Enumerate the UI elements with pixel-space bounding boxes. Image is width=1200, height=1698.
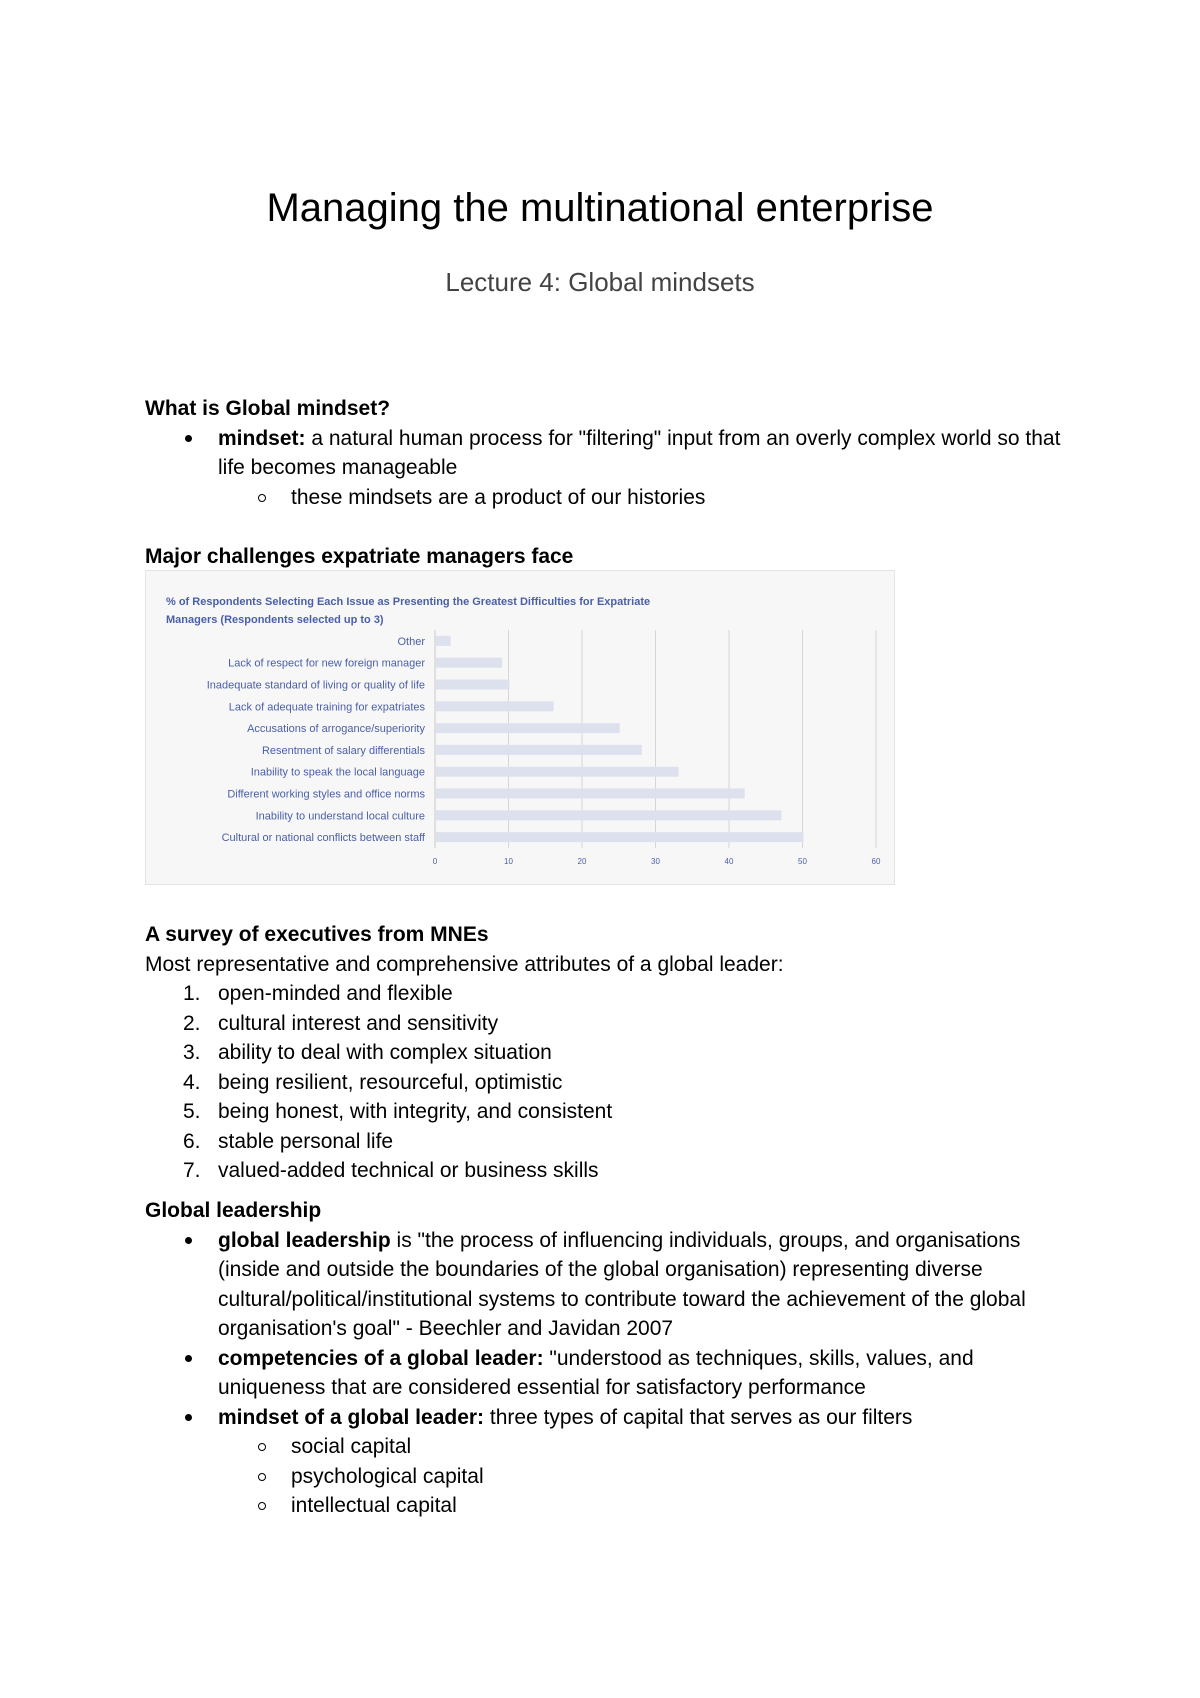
category-label: Lack of respect for new foreign manager — [228, 657, 425, 670]
x-tick-label: 60 — [871, 857, 881, 866]
sub-list-item: intellectual capital — [145, 1491, 1065, 1521]
chart-title-line-2: Managers (Respondents selected up to 3) — [166, 614, 384, 626]
bar — [436, 680, 510, 690]
bar — [436, 636, 451, 646]
list-item — [145, 1068, 1065, 1098]
item-number: 3. — [183, 1041, 201, 1064]
bullet-list — [145, 1226, 1065, 1521]
list-item — [145, 1038, 1065, 1068]
item-text: stable personal life — [218, 1129, 394, 1153]
item-number: 2. — [183, 1011, 201, 1035]
x-tick-label: 30 — [651, 857, 660, 866]
item-text: cultural interest and sensitivity — [218, 1011, 499, 1035]
item-number: 1. — [183, 982, 201, 1005]
document-subtitle: Lecture 4: Global mindsets — [445, 267, 755, 297]
category-label: Accusations of arrogance/superiority — [247, 723, 425, 736]
category-label: Lack of adequate training for expatriates — [228, 701, 425, 714]
list-item — [145, 1226, 1065, 1344]
bar — [436, 767, 679, 777]
category-label: Different working styles and office norms — [227, 788, 425, 801]
item-text: open-minded and flexible — [218, 982, 453, 1005]
list-item — [145, 424, 1065, 483]
definition: is "the process of influencing individuals, groups, and organisations (inside and outside the boundaries of the global organisation) representing diverse cultural/political/institutional systems to contribute toward the achievement of the global organisation's goal" - Beechler and Javidan 2007 — [218, 1228, 1026, 1340]
category-label: Inadequate standard of living or quality of life — [206, 679, 425, 692]
section-heading: Global leadership — [145, 1199, 322, 1222]
term: mindset: — [218, 426, 306, 450]
item-number: 7. — [183, 1159, 201, 1182]
bar — [436, 745, 642, 755]
term: mindset of a global leader: — [218, 1405, 485, 1429]
x-tick-label: 40 — [724, 857, 734, 866]
item-number: 5. — [183, 1100, 201, 1123]
category-label: Inability to understand local culture — [255, 810, 425, 823]
bullet-list — [145, 424, 1065, 513]
document-title: Managing the multinational enterprise — [266, 186, 934, 230]
section-heading: Major challenges expatriate managers face — [145, 545, 574, 568]
list-item — [145, 1009, 1065, 1039]
x-tick-label: 50 — [798, 857, 807, 866]
section-global-leadership — [145, 1196, 1065, 1521]
term: global leadership — [218, 1228, 391, 1252]
category-label: Other — [397, 635, 425, 648]
list-item — [145, 1344, 1065, 1403]
list-item — [145, 1403, 1065, 1433]
bar — [436, 658, 502, 668]
x-tick-label: 0 — [432, 857, 438, 866]
item-text: ability to deal with complex situation — [218, 1041, 552, 1064]
challenges-chart — [145, 570, 895, 885]
category-label: Inability to speak the local language — [250, 766, 425, 779]
definition: three types of capital that serves as our filters — [484, 1405, 913, 1429]
category-label: Cultural or national conflicts between staff — [221, 832, 425, 845]
x-tick-label: 20 — [577, 857, 587, 866]
category-label: Resentment of salary differentials — [261, 744, 425, 757]
bar — [436, 701, 554, 711]
numbered-list — [145, 979, 1065, 1186]
list-item — [145, 1127, 1065, 1157]
item-text: valued-added technical or business skills — [218, 1159, 599, 1182]
section-challenges — [145, 542, 1065, 572]
chart-title-line-1: % of Respondents Selecting Each Issue as Presenting the Greatest Difficulties for Expatriate — [166, 596, 651, 608]
bar — [436, 832, 804, 842]
intro-text: Most representative and comprehensive attributes of a global leader: — [145, 952, 784, 976]
x-tick-label: 10 — [504, 857, 513, 866]
term: competencies of a global leader: — [218, 1346, 544, 1370]
list-item — [145, 1097, 1065, 1127]
sub-list-item: these mindsets are a product of our histories — [145, 483, 1065, 513]
section-survey — [145, 920, 1065, 1186]
bar — [436, 723, 620, 733]
section-heading: What is Global mindset? — [145, 397, 391, 420]
bar — [436, 810, 781, 820]
definition: a natural human process for "filtering" input from an overly complex world so that life becomes manageable — [218, 426, 1061, 479]
sub-list-item: social capital — [145, 1432, 1065, 1462]
item-number: 6. — [183, 1129, 201, 1153]
sub-list-item: psychological capital — [145, 1462, 1065, 1492]
definition: "understood as techniques, skills, values, and uniqueness that are considered essential for satisfactory performance — [218, 1346, 974, 1399]
bar-chart-svg — [146, 571, 896, 886]
list-item — [145, 1156, 1065, 1186]
bar — [436, 789, 745, 799]
item-number: 4. — [183, 1070, 201, 1094]
item-text: being resilient, resourceful, optimistic — [218, 1070, 563, 1094]
section-global-mindset — [145, 394, 1065, 512]
item-text: being honest, with integrity, and consistent — [218, 1100, 613, 1123]
list-item — [145, 979, 1065, 1009]
section-heading: A survey of executives from MNEs — [145, 923, 489, 946]
